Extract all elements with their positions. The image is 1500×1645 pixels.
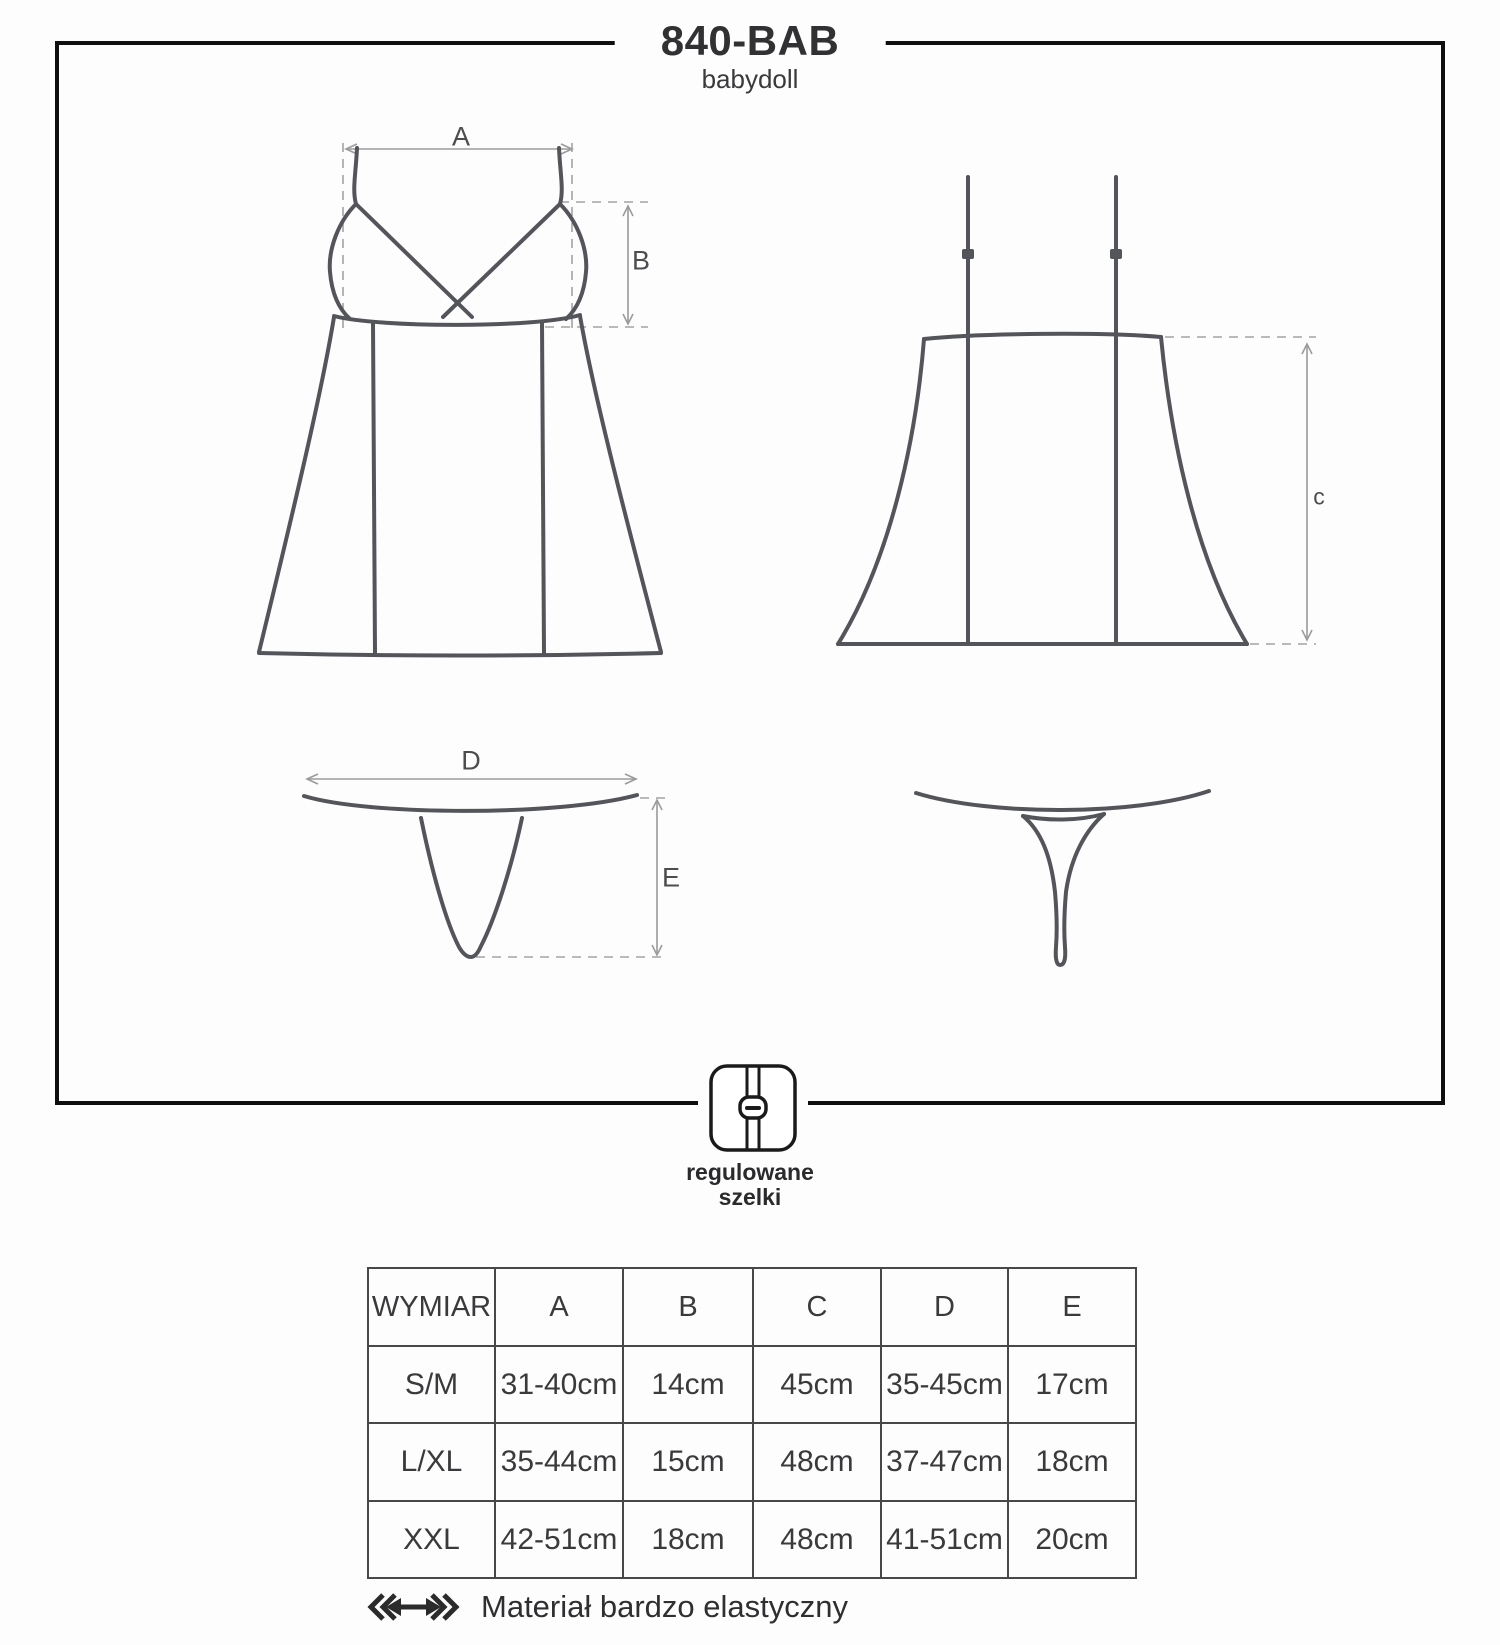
value-cell: 18cm — [623, 1501, 753, 1578]
elastic-material-icon — [371, 1595, 456, 1619]
size-cell: L/XL — [368, 1423, 495, 1501]
dim-label-e: E — [661, 862, 681, 893]
strap-caption-line2: szelki — [718, 1184, 782, 1210]
col-header-wymiar: WYMIAR — [368, 1268, 495, 1346]
size-row-lxl — [368, 1423, 1136, 1501]
value-cell: 15cm — [623, 1423, 753, 1501]
size-table — [367, 1267, 1137, 1579]
value-cell: 41-51cm — [881, 1501, 1008, 1578]
value-cell: 35-44cm — [495, 1423, 623, 1501]
dim-label-c: c — [1313, 483, 1325, 510]
thong-front-drawing — [304, 795, 637, 957]
col-header-a: A — [495, 1268, 623, 1346]
dimension-arrows — [307, 144, 1312, 955]
adjustable-strap-icon — [698, 1056, 808, 1156]
value-cell: 31-40cm — [495, 1346, 623, 1423]
strap-caption-line1: regulowane — [686, 1159, 814, 1185]
dim-label-d: D — [461, 745, 481, 776]
value-cell: 14cm — [623, 1346, 753, 1423]
dim-label-b: B — [631, 245, 651, 276]
value-cell: 18cm — [1008, 1423, 1136, 1501]
babydoll-back-drawing — [838, 177, 1247, 644]
thong-back-drawing — [916, 791, 1209, 965]
title-block — [615, 19, 886, 93]
value-cell: 42-51cm — [495, 1501, 623, 1578]
value-cell: 45cm — [753, 1346, 881, 1423]
size-row-sm — [368, 1346, 1136, 1423]
product-type-subtitle: babydoll — [701, 64, 799, 94]
col-header-c: C — [753, 1268, 881, 1346]
col-header-d: D — [881, 1268, 1008, 1346]
size-cell: S/M — [368, 1346, 495, 1423]
value-cell: 48cm — [753, 1423, 881, 1501]
material-elasticity-note: Materiał bardzo elastyczny — [481, 1589, 848, 1624]
col-header-e: E — [1008, 1268, 1136, 1346]
size-cell: XXL — [368, 1501, 495, 1578]
product-code-title: 840-BAB — [660, 17, 840, 64]
babydoll-front-drawing — [259, 148, 661, 656]
value-cell: 48cm — [753, 1501, 881, 1578]
col-header-b: B — [623, 1268, 753, 1346]
strap-icon-caption — [686, 1160, 814, 1210]
value-cell: 37-47cm — [881, 1423, 1008, 1501]
size-table-header-row — [368, 1268, 1136, 1346]
value-cell: 17cm — [1008, 1346, 1136, 1423]
dim-label-a: A — [451, 121, 471, 152]
value-cell: 20cm — [1008, 1501, 1136, 1578]
value-cell: 35-45cm — [881, 1346, 1008, 1423]
size-row-xxl — [368, 1501, 1136, 1578]
dashed-guides — [343, 143, 1316, 957]
